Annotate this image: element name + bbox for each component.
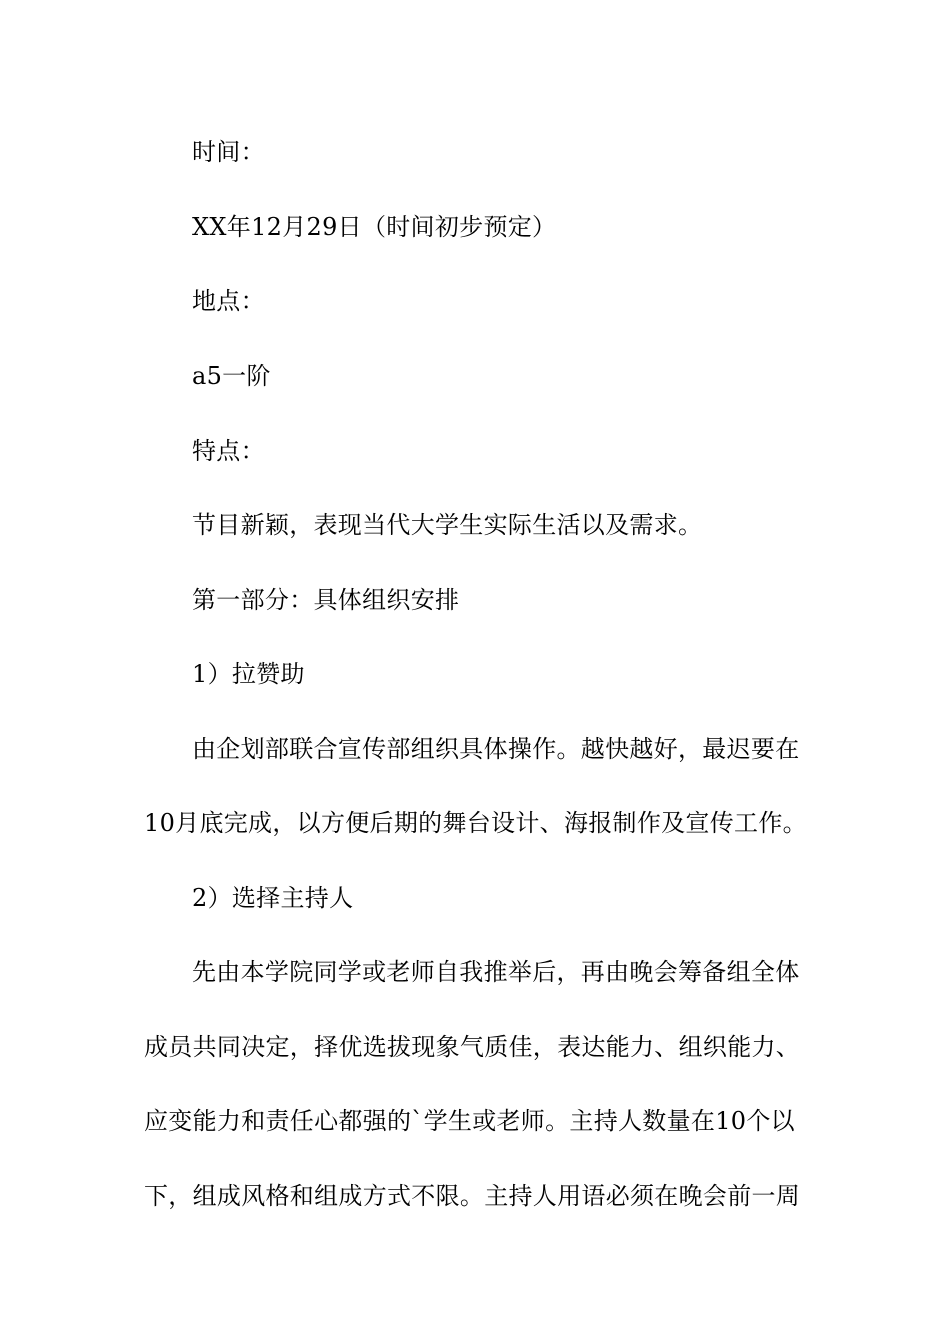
value-location: a5一阶 xyxy=(192,362,271,390)
paragraph-line: 下，组成风格和组成方式不限。主持人用语必须在晚会前一周 xyxy=(144,1182,801,1210)
label-features: 特点： xyxy=(192,437,265,465)
paragraph-line: 由企划部联合宣传部组织具体操作。越快越好，最迟要在 xyxy=(192,735,800,763)
paragraph-line: 先由本学院同学或老师自我推举后，再由晚会筹备组全体 xyxy=(192,958,800,986)
paragraph-line: 应变能力和责任心都强的`学生或老师。主持人数量在10个以 xyxy=(144,1107,795,1135)
label-location: 地点： xyxy=(192,287,265,315)
item-heading-2: 2）选择主持人 xyxy=(192,884,354,912)
section-heading: 第一部分：具体组织安排 xyxy=(192,586,460,614)
value-features: 节目新颖，表现当代大学生实际生活以及需求。 xyxy=(192,511,703,539)
label-time: 时间： xyxy=(192,138,265,166)
paragraph-line: 成员共同决定，择优选拔现象气质佳，表达能力、组织能力、 xyxy=(144,1033,801,1061)
item-heading-1: 1）拉赞助 xyxy=(192,660,305,688)
value-time: XX年12月29日（时间初步预定） xyxy=(192,213,557,241)
paragraph-line: 10月底完成，以方便后期的舞台设计、海报制作及宣传工作。 xyxy=(144,809,807,837)
